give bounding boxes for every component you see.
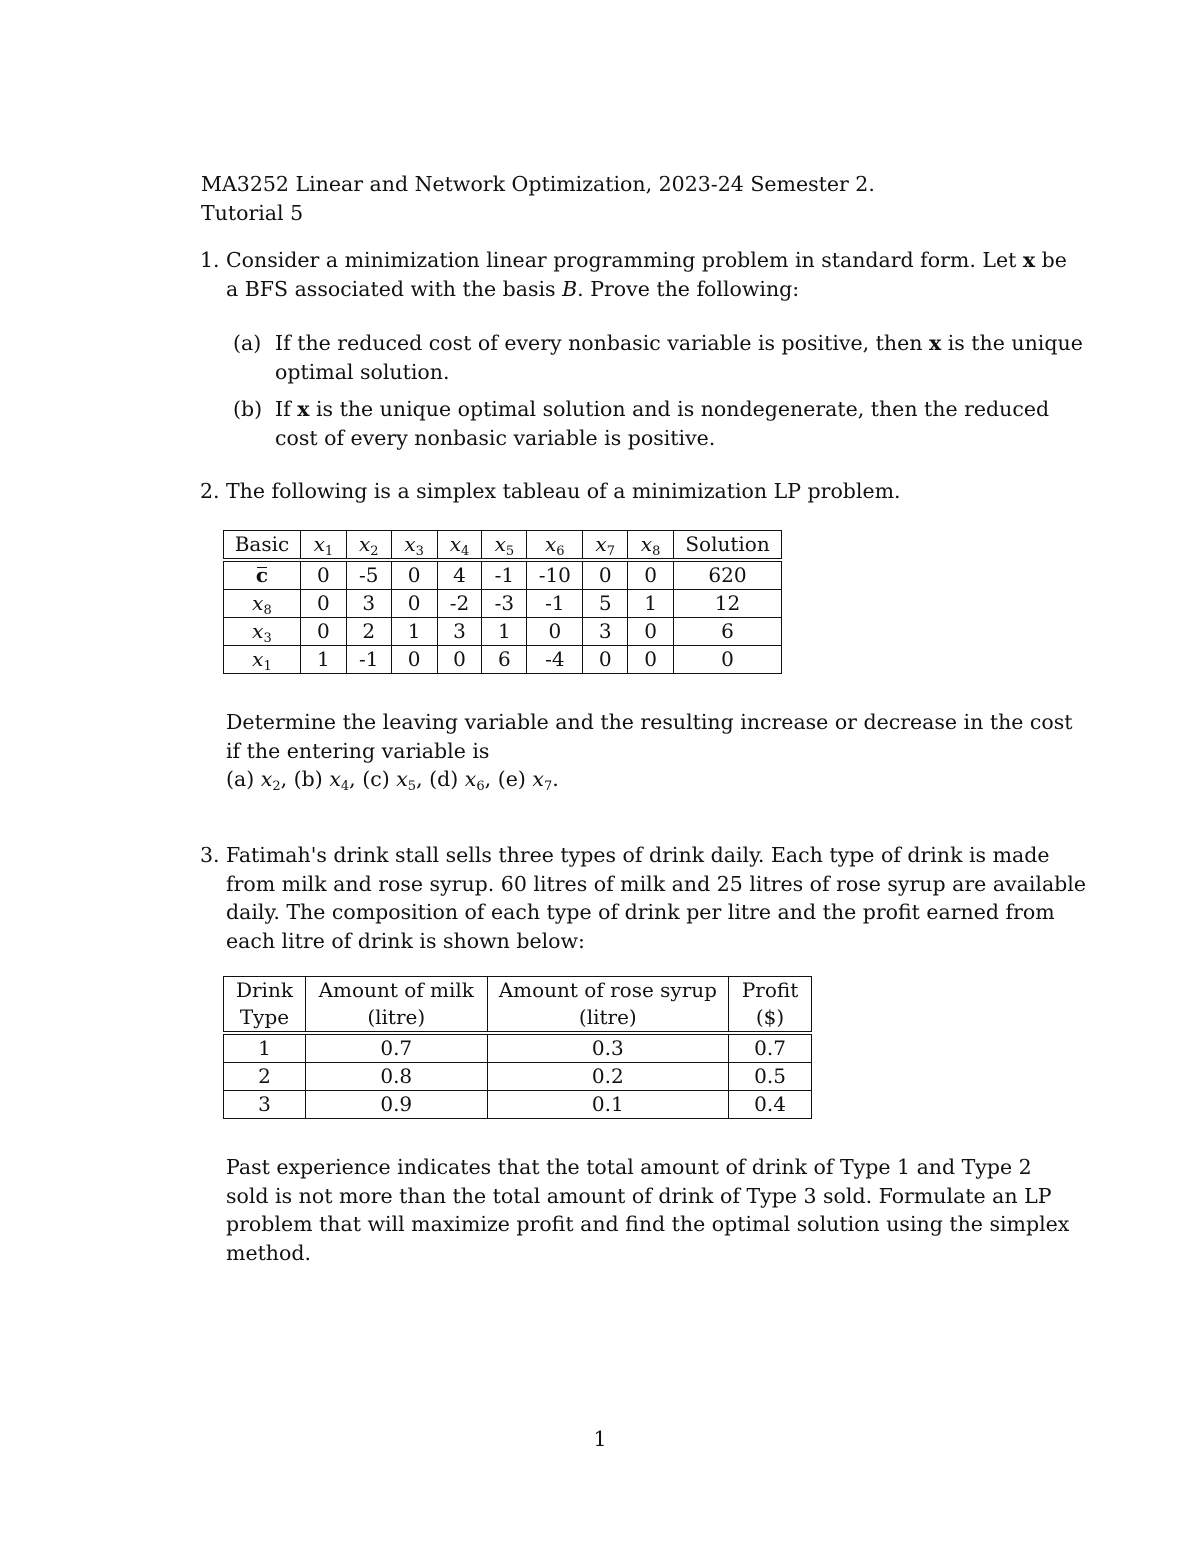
drink-cell: 0.1 bbox=[487, 1091, 728, 1119]
q2-part: (a) $x_2$, bbox=[226, 767, 288, 794]
tableau-cell: 0 bbox=[391, 590, 437, 618]
course-header bbox=[201, 170, 875, 227]
q2-part: (e) $x_7$. bbox=[497, 767, 559, 794]
q1-intro: Consider a minimization linear programming problem in standard form. Let x be a BFS associated with the basis B. Prove the following: bbox=[226, 248, 1067, 301]
tableau-cell: 0 bbox=[300, 590, 346, 618]
tableau-cell: 0 bbox=[583, 560, 628, 590]
tableau-var-header: $x_3$ bbox=[391, 531, 437, 561]
tableau-cell: 6 bbox=[674, 618, 782, 646]
tableau-cell: 1 bbox=[391, 618, 437, 646]
c-bar-symbol: c bbox=[255, 563, 269, 587]
page-number: 1 bbox=[593, 1427, 607, 1451]
tableau-cell: 12 bbox=[674, 590, 782, 618]
q1-number: 1. bbox=[200, 248, 220, 272]
tableau-cell: 0 bbox=[300, 560, 346, 590]
tableau-cell: 5 bbox=[583, 590, 628, 618]
tableau-basic-cell: $x_1$ bbox=[224, 646, 301, 674]
tableau-cell: -4 bbox=[527, 646, 583, 674]
q3-instructions: Past experience indicates that the total amount of drink of Type 1 and Type 2 sold is not more than the total amount of drink of Type 3 sold. Formulate an LP problem that will maximize profit and find the optimal solution using the simplex method. bbox=[226, 1155, 1070, 1265]
tableau-cell: -1 bbox=[527, 590, 583, 618]
drink-cell: 0.7 bbox=[729, 1033, 812, 1063]
tableau-cell: -2 bbox=[437, 590, 482, 618]
drink-cell: 0.8 bbox=[305, 1063, 487, 1091]
drink-table bbox=[223, 976, 812, 1119]
tableau-cell: -1 bbox=[346, 646, 391, 674]
q3-intro: Fatimah's drink stall sells three types of drink daily. Each type of drink is made from milk and rose syrup. 60 litres of milk and 25 litres of rose syrup are available daily. The composition of each type of drink per litre and the profit earned from each litre of drink is shown below: bbox=[226, 843, 1086, 953]
drink-cell: 0.4 bbox=[729, 1091, 812, 1119]
q2-part: (b) $x_4$, bbox=[293, 767, 356, 794]
basis-B: B bbox=[562, 276, 578, 301]
tableau-cell: -10 bbox=[527, 560, 583, 590]
tableau-cell: -5 bbox=[346, 560, 391, 590]
q2-intro: The following is a simplex tableau of a minimization LP problem. bbox=[226, 479, 901, 503]
q2-instructions: Determine the leaving variable and the resulting increase or decrease in the cost if the entering variable is (a) $x_2$, (b) $x_4$, (c) $x_5$, (d) $x_6$, (e) $x_7$. bbox=[226, 710, 1073, 794]
drink-cell: 0.3 bbox=[487, 1033, 728, 1063]
tableau-var-header: $x_1$ bbox=[300, 531, 346, 561]
drink-cell: 3 bbox=[224, 1091, 306, 1119]
tableau-cell: -1 bbox=[482, 560, 527, 590]
tableau-cell: 1 bbox=[300, 646, 346, 674]
tableau-cell: 3 bbox=[346, 590, 391, 618]
tableau-row bbox=[224, 618, 782, 646]
tableau-solution-header: Solution bbox=[674, 531, 782, 561]
tableau-cell: 0 bbox=[527, 618, 583, 646]
tableau-cell: 3 bbox=[583, 618, 628, 646]
drink-cell: 0.7 bbox=[305, 1033, 487, 1063]
tableau-cell: 0 bbox=[628, 560, 674, 590]
tableau-cell: 0 bbox=[628, 646, 674, 674]
tableau-cell: 3 bbox=[437, 618, 482, 646]
vector-x: x bbox=[1022, 248, 1036, 272]
drink-header-cell: Amount of rose syrup (litre) bbox=[487, 977, 728, 1034]
drink-cell: 0.9 bbox=[305, 1091, 487, 1119]
q2-parts-line bbox=[226, 765, 1073, 794]
tableau-header-row bbox=[224, 531, 782, 561]
tableau-row bbox=[224, 590, 782, 618]
tableau-var-header: $x_6$ bbox=[527, 531, 583, 561]
q1a-text: If the reduced cost of every nonbasic variable is positive, then x is the unique optimal solution. bbox=[275, 331, 1083, 384]
q2-number: 2. bbox=[200, 479, 220, 503]
tableau-cell: 6 bbox=[482, 646, 527, 674]
q1b-label: (b) bbox=[233, 397, 263, 421]
q1b-text: If x is the unique optimal solution and is nondegenerate, then the reduced cost of every nonbasic variable is positive. bbox=[275, 397, 1050, 450]
drink-cell: 0.5 bbox=[729, 1063, 812, 1091]
tableau-var-header: $x_5$ bbox=[482, 531, 527, 561]
tableau-cell: 0 bbox=[583, 646, 628, 674]
tableau-cell: 0 bbox=[300, 618, 346, 646]
drink-table-row bbox=[224, 1063, 812, 1091]
tableau-cell: 620 bbox=[674, 560, 782, 590]
drink-table-row bbox=[224, 1091, 812, 1119]
tableau-cell: 0 bbox=[628, 618, 674, 646]
tableau-row-cbar bbox=[224, 560, 782, 590]
drink-cell: 1 bbox=[224, 1033, 306, 1063]
q1a-label: (a) bbox=[233, 331, 262, 355]
drink-table-header-row bbox=[224, 977, 812, 1034]
tableau-basic-cell bbox=[224, 560, 301, 590]
tableau-var-header: $x_2$ bbox=[346, 531, 391, 561]
tableau-cell: 0 bbox=[391, 646, 437, 674]
tableau-cell: 2 bbox=[346, 618, 391, 646]
tableau-cell: 0 bbox=[391, 560, 437, 590]
course-title: MA3252 Linear and Network Optimization, 2023-24 Semester 2. bbox=[201, 172, 875, 196]
tableau-var-header: $x_8$ bbox=[628, 531, 674, 561]
drink-header-cell: Drink Type bbox=[224, 977, 306, 1034]
tableau-basic-header: Basic bbox=[224, 531, 301, 561]
q3-number: 3. bbox=[200, 843, 220, 867]
tableau-var-header: $x_4$ bbox=[437, 531, 482, 561]
tableau-cell: 0 bbox=[674, 646, 782, 674]
q2-part: (d) $x_6$, bbox=[429, 767, 492, 794]
tableau-cell: 1 bbox=[482, 618, 527, 646]
tableau-var-header: $x_7$ bbox=[583, 531, 628, 561]
drink-table-row bbox=[224, 1033, 812, 1063]
tableau-basic-cell: $x_3$ bbox=[224, 618, 301, 646]
drink-cell: 2 bbox=[224, 1063, 306, 1091]
tableau-cell: 0 bbox=[437, 646, 482, 674]
q2-part: (c) $x_5$, bbox=[362, 767, 423, 794]
drink-header-cell: Profit ($) bbox=[729, 977, 812, 1034]
tableau-cell: 1 bbox=[628, 590, 674, 618]
tableau-basic-cell: $x_8$ bbox=[224, 590, 301, 618]
drink-header-cell: Amount of milk (litre) bbox=[305, 977, 487, 1034]
tableau-cell: 4 bbox=[437, 560, 482, 590]
tableau-cell: -3 bbox=[482, 590, 527, 618]
simplex-tableau bbox=[223, 530, 782, 674]
tutorial-title: Tutorial 5 bbox=[201, 200, 304, 225]
tableau-row bbox=[224, 646, 782, 674]
drink-cell: 0.2 bbox=[487, 1063, 728, 1091]
